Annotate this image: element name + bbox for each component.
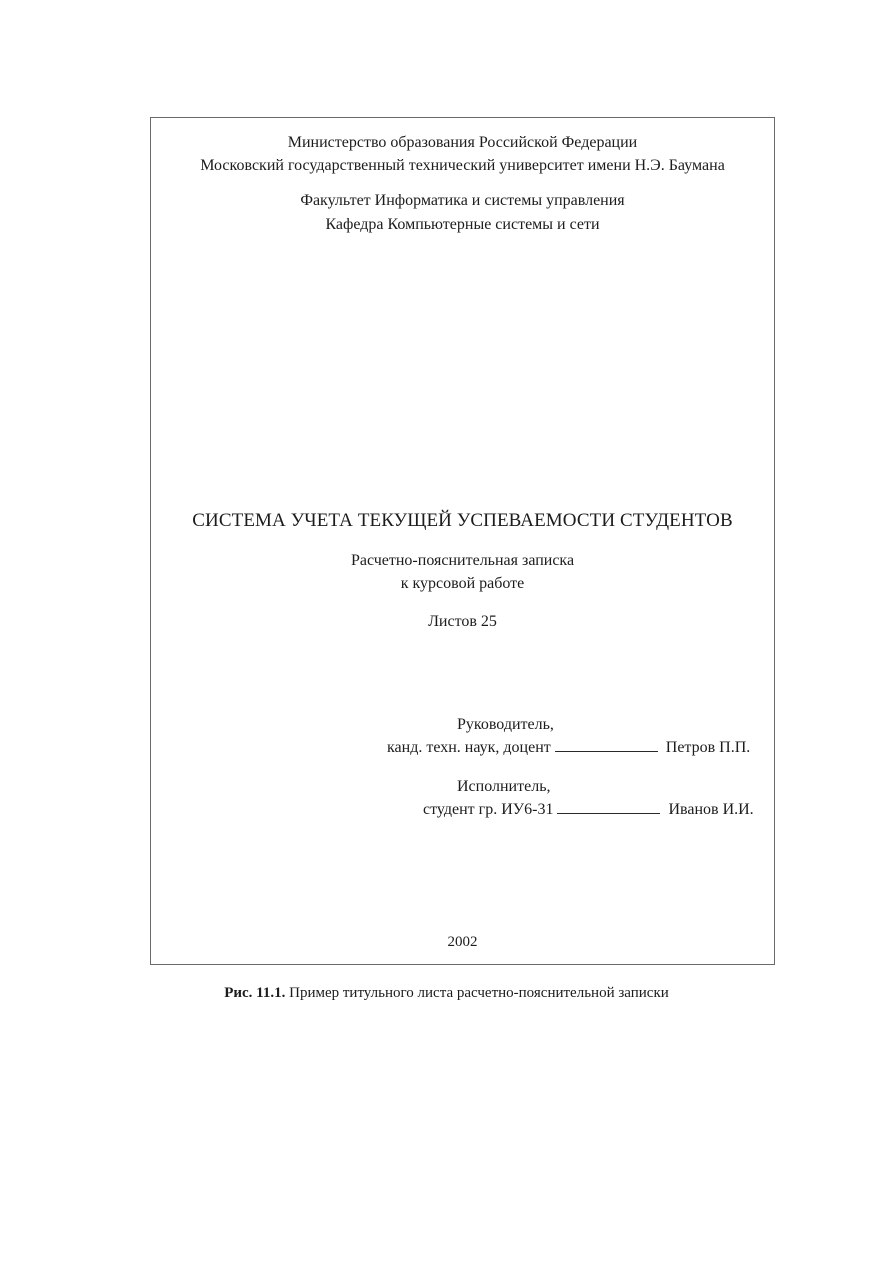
figure-caption-label: Рис. 11.1. xyxy=(224,985,286,1001)
figure-caption xyxy=(0,983,893,1003)
executor-name: Иванов И.И. xyxy=(668,801,754,818)
supervisor-degree: канд. техн. наук, доцент xyxy=(387,739,551,756)
supervisor-name: Петров П.П. xyxy=(665,739,751,756)
university-line: Московский государственный технический университет имени Н.Э. Баумана xyxy=(200,157,725,174)
work-type-line1: Расчетно-пояснительная записка xyxy=(350,552,575,569)
work-type-line2: к курсовой работе xyxy=(400,575,525,592)
executor-signature-blank xyxy=(557,799,660,814)
supervisor-signature-row xyxy=(387,737,750,758)
faculty-line: Факультет Информатика и системы управления xyxy=(300,192,625,209)
supervisor-role: Руководитель, xyxy=(457,716,554,733)
figure-caption-text: Пример титульного листа расчетно-пояснительной записки xyxy=(289,985,669,1001)
executor-signature-row xyxy=(423,799,754,820)
title-page-frame xyxy=(150,117,775,965)
executor-role: Исполнитель, xyxy=(457,778,551,795)
department-line: Кафедра Компьютерные системы и сети xyxy=(325,216,600,233)
work-title: СИСТЕМА УЧЕТА ТЕКУЩЕЙ УСПЕВАЕМОСТИ СТУДЕНТОВ xyxy=(192,510,733,531)
sheet-count: Листов 25 xyxy=(428,613,497,630)
year: 2002 xyxy=(447,934,478,950)
supervisor-signature-blank xyxy=(555,737,658,752)
ministry-line: Министерство образования Российской Федерации xyxy=(287,134,638,151)
executor-group: студент гр. ИУ6-31 xyxy=(423,801,554,818)
